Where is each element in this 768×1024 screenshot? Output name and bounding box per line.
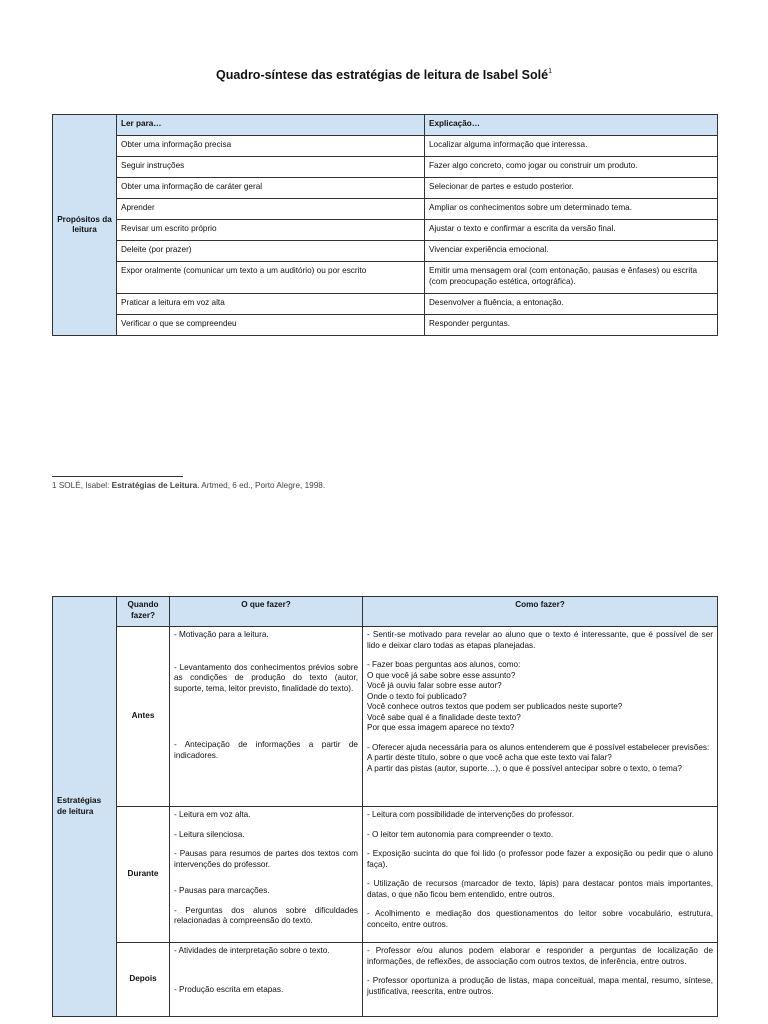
- how-to-do-cell: [363, 943, 718, 1017]
- what-to-do-cell: [170, 943, 363, 1017]
- table1-row: [53, 157, 718, 178]
- what-item: - Leitura em voz alta.: [174, 810, 251, 819]
- what-item: - Antecipação de informações a partir de indicadores.: [174, 740, 358, 760]
- what-item: - Leitura silenciosa.: [174, 829, 245, 839]
- phase-row-antes: [53, 627, 718, 807]
- explanation-cell: Ampliar os conhecimentos sobre um determinado tema.: [425, 199, 718, 220]
- footnote-separator: [52, 476, 183, 477]
- what-item: - Levantamento dos conhecimentos prévios sobre as condições de produção do texto (autor, suporte, tema, leitor previsto, finalidade do texto).: [174, 662, 358, 693]
- how-item: - Fazer boas perguntas aos alunos, como: O que você já sabe sobre esse assunto? Você já ouviu falar sobre esse autor? Onde o texto foi publicado? Você conhece outros textos que podem ser publicados neste suporte? Você sabe qual é a finalidade deste texto? Por que essa imagem aparece no texto?: [367, 660, 623, 732]
- what-item: - Motivação para a leitura.: [174, 630, 269, 639]
- table1-row: [53, 136, 718, 157]
- table2-side-label: Estratégias de leitura: [53, 597, 117, 1017]
- phase-label: Durante: [117, 807, 170, 943]
- table1-row: [53, 199, 718, 220]
- table2-header-cell: Como fazer?: [363, 597, 718, 627]
- purpose-cell: Revisar um escrito próprio: [117, 220, 425, 241]
- phase-label: Depois: [117, 943, 170, 1017]
- table1-row: [53, 262, 718, 294]
- table1-header-row: [53, 115, 718, 136]
- explanation-cell: Localizar alguma informação que interessa.: [425, 136, 718, 157]
- table1-header-cell: Explicação…: [425, 115, 718, 136]
- table1-header-cell: Ler para…: [117, 115, 425, 136]
- reading-purposes-table: [52, 114, 718, 336]
- explanation-cell: Vivenciar experiência emocional.: [425, 241, 718, 262]
- purpose-cell: Verificar o que se compreendeu: [117, 315, 425, 336]
- what-to-do-cell: [170, 807, 363, 943]
- explanation-cell: Ajustar o texto e confirmar a escrita da versão final.: [425, 220, 718, 241]
- table2-header-cell: Quando fazer?: [117, 597, 170, 627]
- table1-row: [53, 294, 718, 315]
- how-item: - Utilização de recursos (marcador de texto, lápis) para destacar pontos mais importantes, datas, o que não ficou bem entendido, entre outros.: [367, 879, 713, 899]
- what-item: - Pausas para resumos de partes dos textos com intervenções do professor.: [174, 849, 358, 869]
- how-to-do-cell: [363, 807, 718, 943]
- phase-row-depois: [53, 943, 718, 1017]
- what-item: - Produção escrita em etapas.: [174, 984, 284, 994]
- footnote: 1 SOLÉ, Isabel: Estratégias de Leitura. Artmed, 6 ed., Porto Alegre, 1998.: [52, 481, 326, 490]
- table1-row: [53, 241, 718, 262]
- how-item: - O leitor tem autonomia para compreender o texto.: [367, 829, 554, 839]
- explanation-cell: Desenvolver a fluência, a entonação.: [425, 294, 718, 315]
- what-item: - Pausas para marcações.: [174, 886, 270, 895]
- page-title: [0, 68, 768, 82]
- how-item: - Leitura com possibilidade de intervenções do professor.: [367, 810, 575, 819]
- reading-strategies-table: [52, 596, 718, 1017]
- how-item: - Acolhimento e mediação dos questionamentos do leitor sobre vocabulário, estrutura, conceito, entre outros.: [367, 909, 713, 929]
- explanation-cell: Fazer algo concreto, como jogar ou construir um produto.: [425, 157, 718, 178]
- table1-side-label: Propósitos da leitura: [53, 115, 117, 336]
- purpose-cell: Seguir instruções: [117, 157, 425, 178]
- explanation-cell: Responder perguntas.: [425, 315, 718, 336]
- purpose-cell: Expor oralmente (comunicar um texto a um auditório) ou por escrito: [117, 262, 425, 294]
- table1-row: [53, 178, 718, 199]
- what-item: - Atividades de interpretação sobre o texto.: [174, 946, 330, 955]
- title-text: Quadro-síntese das estratégias de leitura de Isabel Solé: [216, 68, 549, 82]
- how-to-do-cell: [363, 627, 718, 807]
- what-to-do-cell: [170, 627, 363, 807]
- purpose-cell: Praticar a leitura em voz alta: [117, 294, 425, 315]
- how-item: - Oferecer ajuda necessária para os alunos entenderem que é possível estabelecer previsões: A partir deste título, sobre o que você acha que este texto vai falar? A partir das pistas (autor, suporte…), o que é possível antecipar sobre o texto, o tema?: [367, 742, 710, 773]
- purpose-cell: Obter uma informação precisa: [117, 136, 425, 157]
- explanation-cell: Selecionar de partes e estudo posterior.: [425, 178, 718, 199]
- explanation-cell: Emitir uma mensagem oral (com entonação, pausas e ênfases) ou escrita (com preocupação estética, ortográfica).: [425, 262, 718, 294]
- table2-header-row: [53, 597, 718, 627]
- table2-header-cell: O que fazer?: [170, 597, 363, 627]
- table1-row: [53, 315, 718, 336]
- what-item: - Perguntas dos alunos sobre dificuldades relacionadas à compreensão do texto.: [174, 905, 358, 925]
- purpose-cell: Obter uma informação de caráter geral: [117, 178, 425, 199]
- table1-row: [53, 220, 718, 241]
- phase-label: Antes: [117, 627, 170, 807]
- phase-row-durante: [53, 807, 718, 943]
- how-item: - Sentir-se motivado para revelar ao aluno que o texto é interessante, que é possível de ser lido e deixar claro todas as etapas planejadas.: [367, 630, 713, 650]
- how-item: - Professor e/ou alunos podem elaborar e responder a perguntas de localização de informações, de reflexões, de associação com outros textos, de inferência, entre outros.: [367, 946, 713, 966]
- purpose-cell: Deleite (por prazer): [117, 241, 425, 262]
- how-item: - Exposição sucinta do que foi lido (o professor pode fazer a exposição ou pedir que o aluno faça).: [367, 849, 713, 869]
- purpose-cell: Aprender: [117, 199, 425, 220]
- title-footnote-mark: 1: [548, 68, 552, 75]
- how-item: - Professor oportuniza a produção de listas, mapa conceitual, mapa mental, resumo, síntese, justificativa, reescrita, entre outros.: [367, 976, 713, 996]
